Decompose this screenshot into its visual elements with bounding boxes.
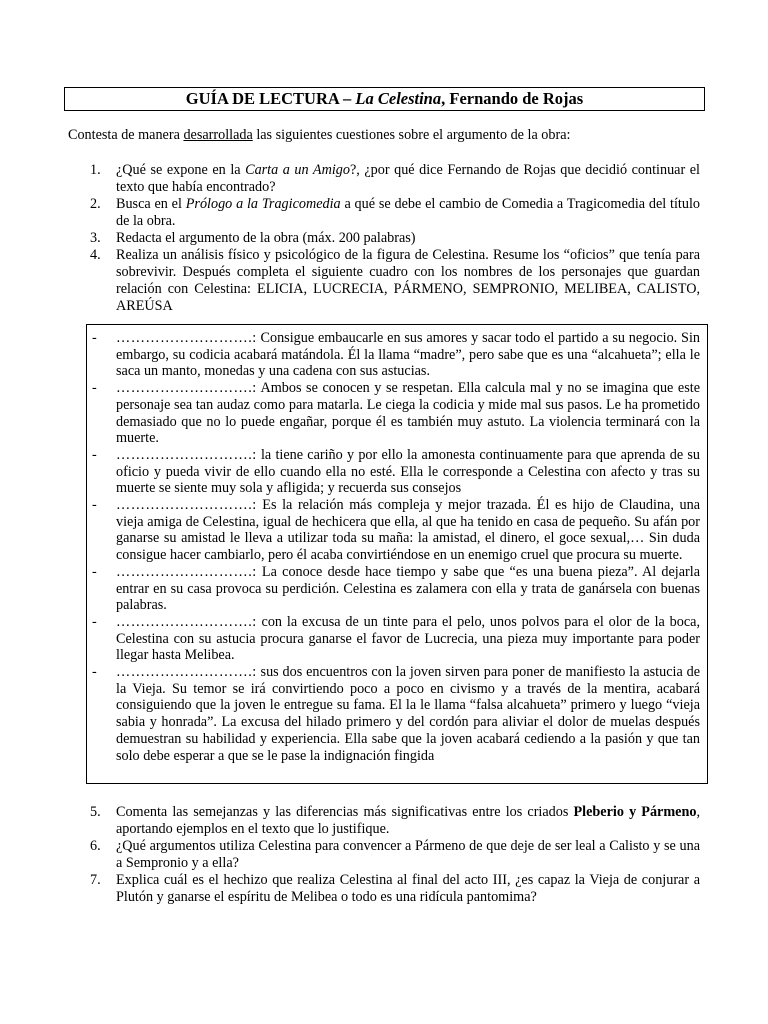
character-entry — [92, 564, 700, 614]
question-list-part-1 — [90, 162, 700, 315]
title-author: , Fernando de Rojas — [441, 89, 584, 108]
character-description: con la excusa de un tinte para el pelo, unos polvos para el olor de la boca, Celestina con su astucia procura ganarse el favor de Lucrecia, una pieza muy importante para poder llegar hasta Melibea. — [116, 613, 700, 664]
question-item — [90, 247, 700, 315]
question-item — [90, 196, 700, 230]
question-work-title: Prólogo a la Tragicomedia — [185, 196, 341, 212]
question-text: Busca en el — [116, 196, 186, 212]
character-name-blank[interactable]: ……………………….: — [116, 563, 257, 580]
instructions-emphasis: desarrollada — [183, 127, 253, 143]
character-description: sus dos encuentros con la joven sirven para poner de manifiesto la astucia de la Vieja. Su temor se irá convirtiendo poco a poco en civismo y a través de la mentira, acabará consiguiendo que la joven le entregue su fama. El la le llama “falsa alcahueta” primero y luego “vieja sabia y honrada”. La excusa del hilado primero y del cordón para aliviar el dolor de muelas después demuestran su habilidad y experiencia. Ella sabe que la joven acabará cediendo a la pasión y que tan solo debe esperar a que se le pase la indignación fingida — [116, 664, 700, 764]
character-name-blank[interactable]: ……………………….: — [116, 380, 257, 397]
character-entry — [92, 614, 700, 664]
character-entry — [92, 664, 700, 764]
character-entry — [92, 497, 700, 564]
question-number: 4. — [90, 247, 101, 263]
character-name-blank[interactable]: ……………………….: — [116, 330, 257, 346]
question-text-cont: ?, ¿por qué dice Fernando de Rojas que decidió continuar el texto que había encontrado? — [116, 162, 700, 195]
list-dash: - — [92, 446, 97, 463]
question-text: ¿Qué argumentos utiliza Celestina para convencer a Pármeno de que deje de ser leal a Calisto y se una a Sempronio y a ella? — [116, 838, 700, 871]
question-item — [90, 230, 700, 247]
question-text: ¿Qué se expone en la — [116, 162, 246, 178]
list-dash: - — [92, 664, 97, 681]
question-number: 6. — [90, 838, 101, 854]
question-item — [90, 872, 700, 906]
list-dash: - — [92, 613, 97, 630]
character-name-blank[interactable]: ……………………….: — [116, 613, 257, 630]
question-work-title: Carta a un Amigo — [245, 162, 350, 178]
list-dash: - — [92, 563, 97, 580]
character-entry — [92, 380, 700, 447]
page-title — [64, 87, 705, 111]
character-table — [92, 330, 700, 764]
question-item — [90, 838, 700, 872]
question-emphasis: Pleberio y Pármeno — [573, 804, 697, 820]
question-number: 7. — [90, 872, 101, 888]
question-list-part-2 — [90, 804, 700, 906]
question-number: 2. — [90, 196, 101, 212]
list-dash: - — [92, 330, 97, 346]
question-text: Comenta las semejanzas y las diferencias más significativas entre los criados — [116, 804, 574, 820]
character-name-blank[interactable]: ……………………….: — [116, 497, 257, 514]
question-number: 3. — [90, 230, 101, 246]
question-item — [90, 162, 700, 196]
title-prefix: GUÍA DE LECTURA – — [185, 89, 356, 108]
list-dash: - — [92, 497, 97, 514]
question-text-cont: , aportando ejemplos en el texto que lo justifique. — [116, 804, 701, 837]
instructions — [68, 126, 708, 144]
question-number: 1. — [90, 162, 101, 178]
question-item — [90, 804, 700, 838]
instructions-post: las siguientes cuestiones sobre el argumento de la obra: — [252, 127, 571, 143]
character-description: la tiene cariño y por ello la amonesta continuamente para que aprenda de su oficio y pueda vivir de ello cuando ella no esté. Ella le corresponde a Celestina con afecto y tras su muerte se siente muy sola y afligida; y recuerda sus consejos — [116, 446, 700, 497]
character-description: Consigue embaucarle en sus amores y sacar todo el partido a su negocio. Sin embargo, su codicia acabará matándola. Él la llama “madre”, pero sabe que es una “alcahueta”; ella le saca un manto, monedas y una cadena con sus astucias. — [116, 330, 700, 380]
question-text: Explica cuál es el hechizo que realiza Celestina al final del acto III, ¿es capaz la Vieja de conjurar a Plutón y ganarse el espíritu de Melibea o todo es una ridícula pantomima? — [116, 872, 700, 905]
character-description: Ambos se conocen y se respetan. Ella calcula mal y no se imagina que este personaje sea tan audaz como para matarla. Le ciega la codicia y mide mal sus pasos. Le ha prometido demasiado que no lo puede engañar, porque él es también muy astuto. La violencia terminará con la muerte. — [116, 380, 700, 447]
character-entry — [92, 330, 700, 380]
list-dash: - — [92, 380, 97, 397]
question-number: 5. — [90, 804, 101, 820]
instructions-pre: Contesta de manera — [68, 127, 184, 143]
title-work: La Celestina — [355, 89, 442, 108]
character-name-blank[interactable]: ……………………….: — [116, 446, 257, 463]
character-description: Es la relación más compleja y mejor trazada. Él es hijo de Claudina, una vieja amiga de Celestina, igual de hechicera que ella, al que ha tenido en casa de pequeño. Su afán por ganarse su amistad le lleva a utilizar toda su maña: la amistad, el dinero, el goce sexual,… Sin duda consigue hacer cambiarlo, pero él acaba convirtiéndose en un enemigo cruel que procura su muerte. — [116, 497, 700, 564]
character-description: La conoce desde hace tiempo y sabe que “es una buena pieza”. Al dejarla entrar en su casa provoca su perdición. Celestina es zalamera con ella y trata de ganársela con buenas palabras. — [116, 563, 700, 614]
character-entry — [92, 447, 700, 497]
character-name-blank[interactable]: ……………………….: — [116, 664, 257, 681]
question-text: Realiza un análisis físico y psicológico de la figura de Celestina. Resume los “oficios” que tenía para sobrevivir. Después completa el siguiente cuadro con los nombres de los personajes que guardan relación con Celestina: ELICIA, LUCRECIA, PÁRMENO, SEMPRONIO, MELIBEA, CALISTO, AREÚSA — [116, 247, 700, 314]
question-text-cont: a qué se debe el cambio de Comedia a Tragicomedia del título de la obra. — [116, 196, 700, 229]
question-text: Redacta el argumento de la obra (máx. 200 palabras) — [116, 230, 416, 246]
